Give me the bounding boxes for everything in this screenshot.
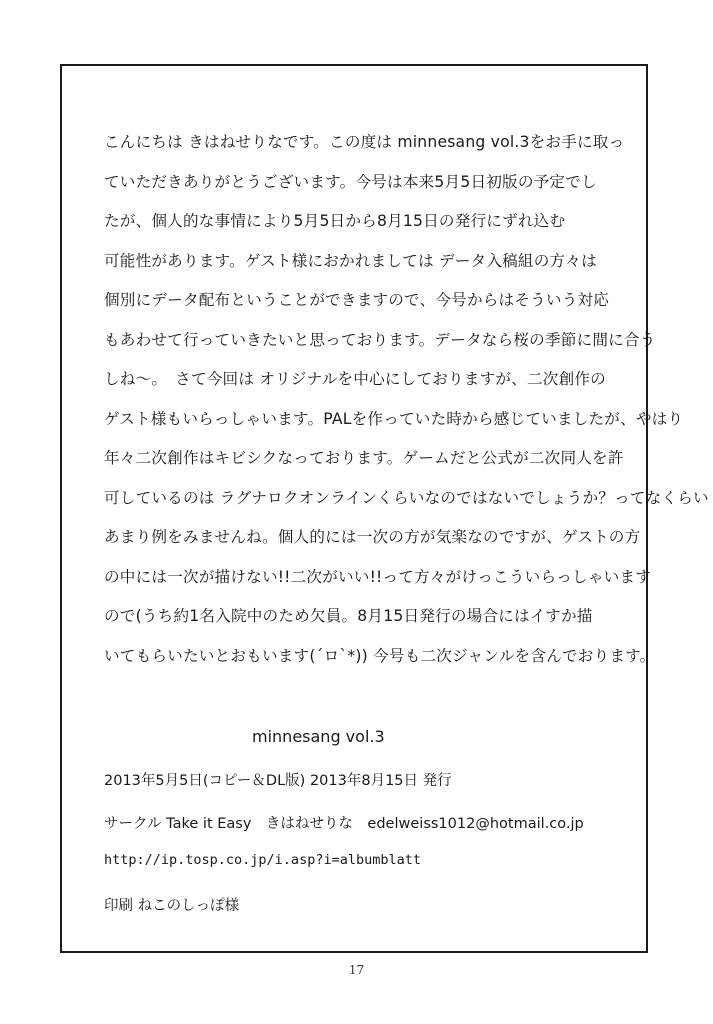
afterword-line: あまり例をみませんね。個人的には一次の方が気楽なのですが、ゲストの方 [104, 528, 641, 546]
afterword-line: の中には一次が描けない!!二次がいい!!って方々がけっこういらっしゃいます [104, 567, 651, 586]
page-number: 17 [348, 963, 365, 977]
printer-credit: 印刷 ねこのしっぽ様 [104, 898, 240, 914]
publication-date: 2013年5月5日(コピー＆DL版) 2013年8月15日 発行 [104, 773, 452, 789]
afterword-line: たが、個人的な事情により5月5日から8月15日の発行にずれ込む [104, 212, 566, 230]
afterword-line: ゲスト様もいらっしゃいます。PALを作っていた時から感じていましたが、やはり [104, 409, 684, 428]
afterword-line: しね～。 さて今回は オリジナルを中心にしておりますが、二次創作の [104, 370, 606, 388]
afterword-line: いてもらいたいとおもいます(´ロ`*)) 今号も二次ジャンルを含んでおります。 [104, 646, 656, 665]
afterword-line: 年々二次創作はキビシクなっております。ゲームだと公式が二次同人を許 [104, 449, 624, 467]
afterword-line: ので(うち約1名入院中のため欠員。8月15日発行の場合にはイすか描 [104, 607, 593, 625]
colophon-title: minnesang vol.3 [252, 727, 385, 746]
afterword-line: 可しているのは ラグナロクオンラインくらいなのではないでしょうか？ってなくらい [104, 488, 709, 507]
afterword-line: 個別にデータ配布ということができますので、今号からはそういう対応 [104, 291, 610, 309]
afterword-text [104, 123, 709, 676]
afterword-line: ていただきありがとうございます。今号は本来5月5日初版の予定でし [104, 172, 597, 191]
circle-info: サークル Take it Easy きはねせりな edelweiss1012@hotmail.co.jp [104, 816, 584, 832]
afterword-line: こんにちは きはねせりなです。この度は minnesang vol.3をお手に取っ [104, 133, 625, 151]
afterword-line: 可能性があります。ゲスト様におかれましては データ入稿組の方々は [104, 251, 597, 270]
afterword-line: もあわせて行っていきたいと思っております。データなら桜の季節に間に合う [104, 330, 656, 349]
website-url: http://ip.tosp.co.jp/i.asp?i=albumblatt [104, 852, 421, 868]
